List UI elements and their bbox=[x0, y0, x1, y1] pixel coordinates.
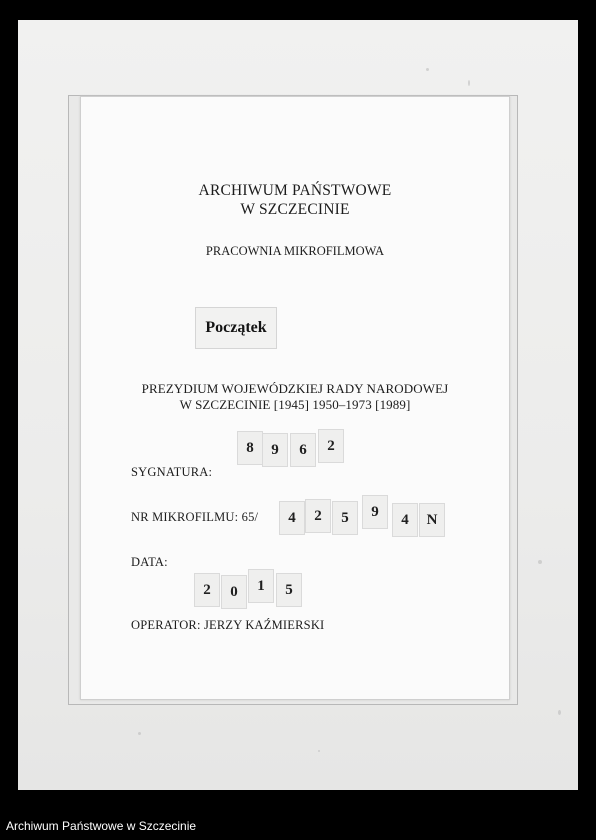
date-digit: 2 bbox=[194, 573, 220, 607]
archive-credit: Archiwum Państwowe w Szczecinie bbox=[6, 819, 197, 833]
dust-speck bbox=[538, 560, 542, 564]
microfilm-char: 2 bbox=[305, 499, 331, 533]
workshop-name: PRACOWNIA MIKROFILMOWA bbox=[205, 244, 385, 258]
dust-speck bbox=[426, 68, 429, 71]
signature-digit: 2 bbox=[318, 429, 344, 463]
microfilm-char: 9 bbox=[362, 495, 388, 529]
dust-speck bbox=[318, 750, 320, 752]
signature-digit: 9 bbox=[262, 433, 288, 467]
operator-line: OPERATOR: JERZY KAŹMIERSKI bbox=[131, 618, 325, 632]
microfilm-char: 4 bbox=[392, 503, 418, 537]
dust-speck bbox=[138, 732, 141, 735]
date-digit: 0 bbox=[221, 575, 247, 609]
date-label: DATA: bbox=[131, 555, 168, 569]
dust-speck bbox=[468, 80, 470, 86]
signature-label: SYGNATURA: bbox=[131, 465, 213, 479]
microfilm-char: N bbox=[419, 503, 445, 537]
fonds-title-line1: PREZYDIUM WOJEWÓDZKIEJ RADY NARODOWEJ bbox=[141, 381, 449, 396]
microfilm-char: 5 bbox=[332, 501, 358, 535]
date-digit: 1 bbox=[248, 569, 274, 603]
signature-digit: 8 bbox=[237, 431, 263, 465]
microfilm-char: 4 bbox=[279, 501, 305, 535]
scan-photo bbox=[18, 20, 578, 790]
title-sheet bbox=[80, 96, 510, 700]
microfilm-label: NR MIKROFILMU: 65/ bbox=[131, 510, 259, 524]
archive-name-line1: ARCHIWUM PAŃSTWOWE bbox=[198, 182, 392, 199]
signature-digit: 6 bbox=[290, 433, 316, 467]
fonds-title-line2: W SZCZECINIE [1945] 1950–1973 [1989] bbox=[179, 397, 411, 412]
date-digit: 5 bbox=[276, 573, 302, 607]
archive-name-line2: W SZCZECINIE bbox=[240, 201, 350, 218]
start-label: Początek bbox=[195, 307, 277, 349]
dust-speck bbox=[558, 710, 561, 715]
